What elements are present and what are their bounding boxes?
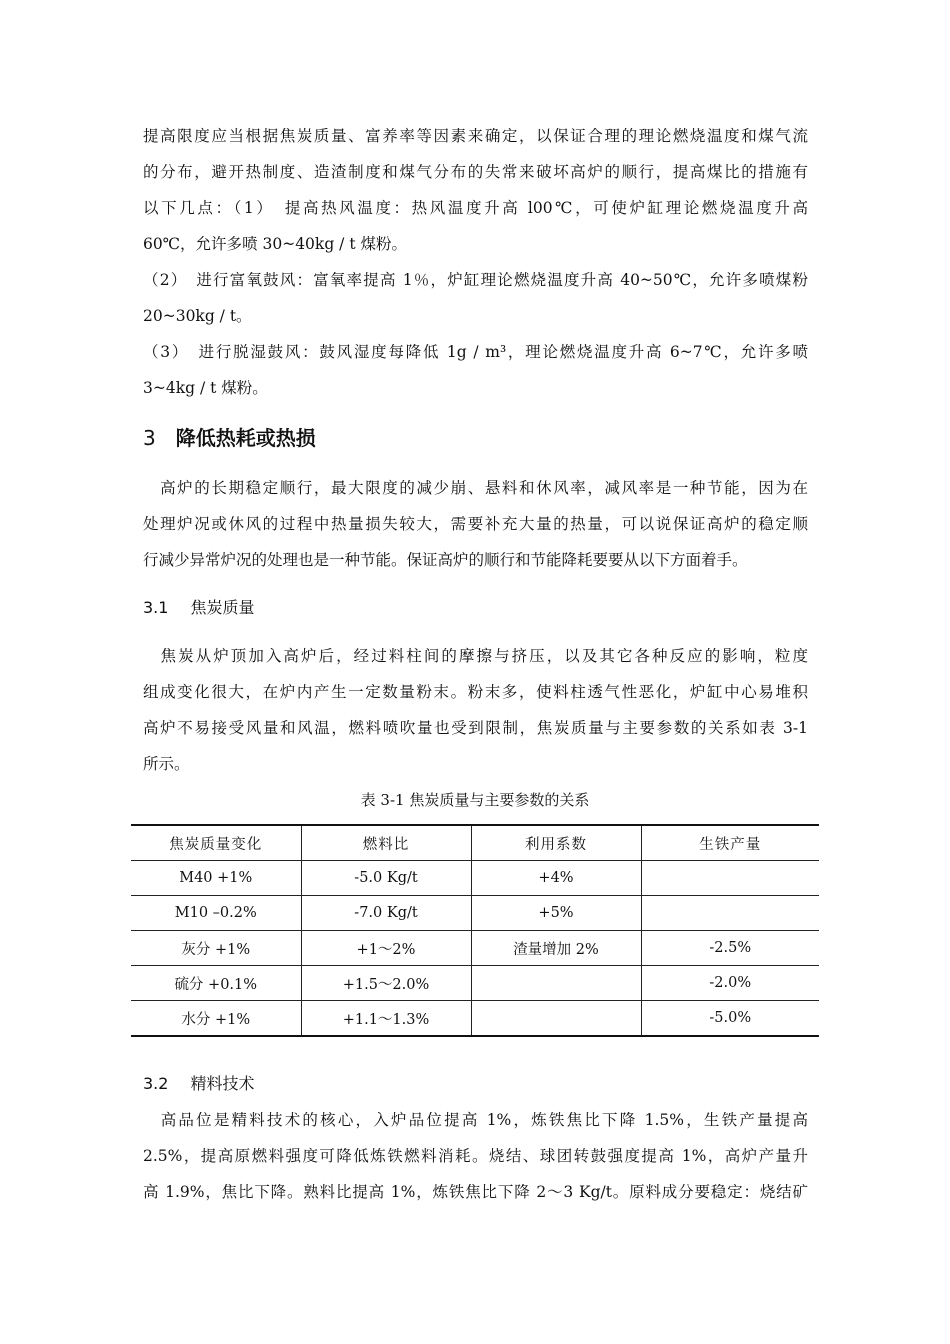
column-header: 生铁产量	[641, 825, 819, 861]
table-row	[131, 966, 819, 1001]
text-line: 所示。	[143, 755, 190, 773]
section-3-paragraph	[143, 470, 808, 578]
table-caption: 表 3-1 焦炭质量与主要参数的关系	[360, 791, 590, 809]
section-number: 3.2	[143, 1074, 169, 1093]
table-cell: +1.5～2.0%	[301, 966, 471, 1001]
item-3-paragraph	[143, 334, 808, 406]
coke-quality-table	[131, 824, 819, 1037]
text-line: 焦炭从炉顶加入高炉后，经过料柱间的摩擦与挤压，以及其它各种反应的影响，粒度	[143, 647, 808, 665]
table-cell: 渣量增加 2%	[471, 931, 641, 966]
column-header: 利用系数	[471, 825, 641, 861]
table-cell: -5.0%	[641, 1001, 819, 1037]
column-header: 焦炭质量变化	[131, 825, 301, 861]
text-line: 高 1.9%，焦比下降。熟料比提高 1%，炼铁焦比下降 2～3 Kg/t。原料成分要稳定：烧结矿	[143, 1183, 808, 1201]
table-cell	[471, 966, 641, 1001]
section-title: 降低热耗或热损	[175, 426, 316, 450]
section-3-1-heading	[143, 594, 254, 622]
section-number: 3	[143, 426, 156, 450]
table-cell: +5%	[471, 896, 641, 931]
section-3-1-paragraph	[143, 638, 808, 782]
text-line: 高炉不易接受风量和风温，燃料喷吹量也受到限制，焦炭质量与主要参数的关系如表 3-1	[143, 719, 808, 737]
table-cell: M40 +1%	[131, 861, 301, 896]
table-cell: 硫分 +0.1%	[131, 966, 301, 1001]
table-cell: 灰分 +1%	[131, 931, 301, 966]
table-cell: -2.5%	[641, 931, 819, 966]
item-2-paragraph	[143, 262, 808, 334]
table-cell: +1～2%	[301, 931, 471, 966]
text-line: 提高限度应当根据焦炭质量、富养率等因素来确定，以保证合理的理论燃烧温度和煤气流	[143, 127, 808, 145]
text-line: 2.5%，提高原燃料强度可降低炼铁燃料消耗。烧结、球团转鼓强度提高 1%，高炉产量升	[143, 1147, 808, 1165]
table-cell: -7.0 Kg/t	[301, 896, 471, 931]
table-cell: M10 –0.2%	[131, 896, 301, 931]
text-line: 高炉的长期稳定顺行，最大限度的减少崩、悬料和休风率，减风率是一种节能，因为在	[143, 479, 808, 497]
section-title: 精料技术	[190, 1074, 255, 1093]
intro-paragraph	[143, 118, 808, 262]
table-cell: -5.0 Kg/t	[301, 861, 471, 896]
text-line: 组成变化很大，在炉内产生一定数量粉末。粉末多，使料柱透气性恶化，炉缸中心易堆积	[143, 683, 808, 701]
section-title: 焦炭质量	[190, 598, 255, 617]
table-cell: +4%	[471, 861, 641, 896]
table-header-row	[131, 825, 819, 861]
text-line: 60℃，允许多喷 30~40kg / t 煤粉。	[143, 235, 407, 253]
text-line: 20~30kg / t。	[143, 307, 252, 325]
table-cell: +1.1～1.3%	[301, 1001, 471, 1037]
text-line: （2） 进行富氧鼓风：富氧率提高 1％，炉缸理论燃烧温度升高 40~50℃，允许多喷煤粉	[143, 271, 808, 289]
text-line: 处理炉况或休风的过程中热量损失较大，需要补充大量的热量，可以说保证高炉的稳定顺	[143, 515, 808, 533]
table-row	[131, 896, 819, 931]
table-row	[131, 861, 819, 896]
section-3-2-paragraph	[143, 1102, 808, 1210]
table-cell	[641, 896, 819, 931]
text-line: （3） 进行脱湿鼓风：鼓风湿度每降低 1g / m³，理论燃烧温度升高 6~7℃，允许多喷	[143, 343, 808, 361]
table-cell: 水分 +1%	[131, 1001, 301, 1037]
text-line: 行减少异常炉况的处理也是一种节能。保证高炉的顺行和节能降耗要要从以下方面着手。	[143, 551, 748, 569]
text-line: 以下几点：（1） 提高热风温度：热风温度升高 l00℃，可使炉缸理论燃烧温度升高	[143, 199, 808, 217]
table-cell	[471, 1001, 641, 1037]
table-cell: -2.0%	[641, 966, 819, 1001]
table-row	[131, 1001, 819, 1037]
section-number: 3.1	[143, 598, 169, 617]
text-line: 的分布，避开热制度、造渣制度和煤气分布的失常来破坏高炉的顺行，提高煤比的措施有	[143, 163, 808, 181]
column-header: 燃料比	[301, 825, 471, 861]
table-cell	[641, 861, 819, 896]
text-line: 3~4kg / t 煤粉。	[143, 379, 268, 397]
section-3-heading	[143, 422, 316, 454]
table-row	[131, 931, 819, 966]
text-line: 高品位是精料技术的核心，入炉品位提高 1%，炼铁焦比下降 1.5%，生铁产量提高	[143, 1111, 808, 1129]
section-3-2-heading	[143, 1070, 254, 1098]
